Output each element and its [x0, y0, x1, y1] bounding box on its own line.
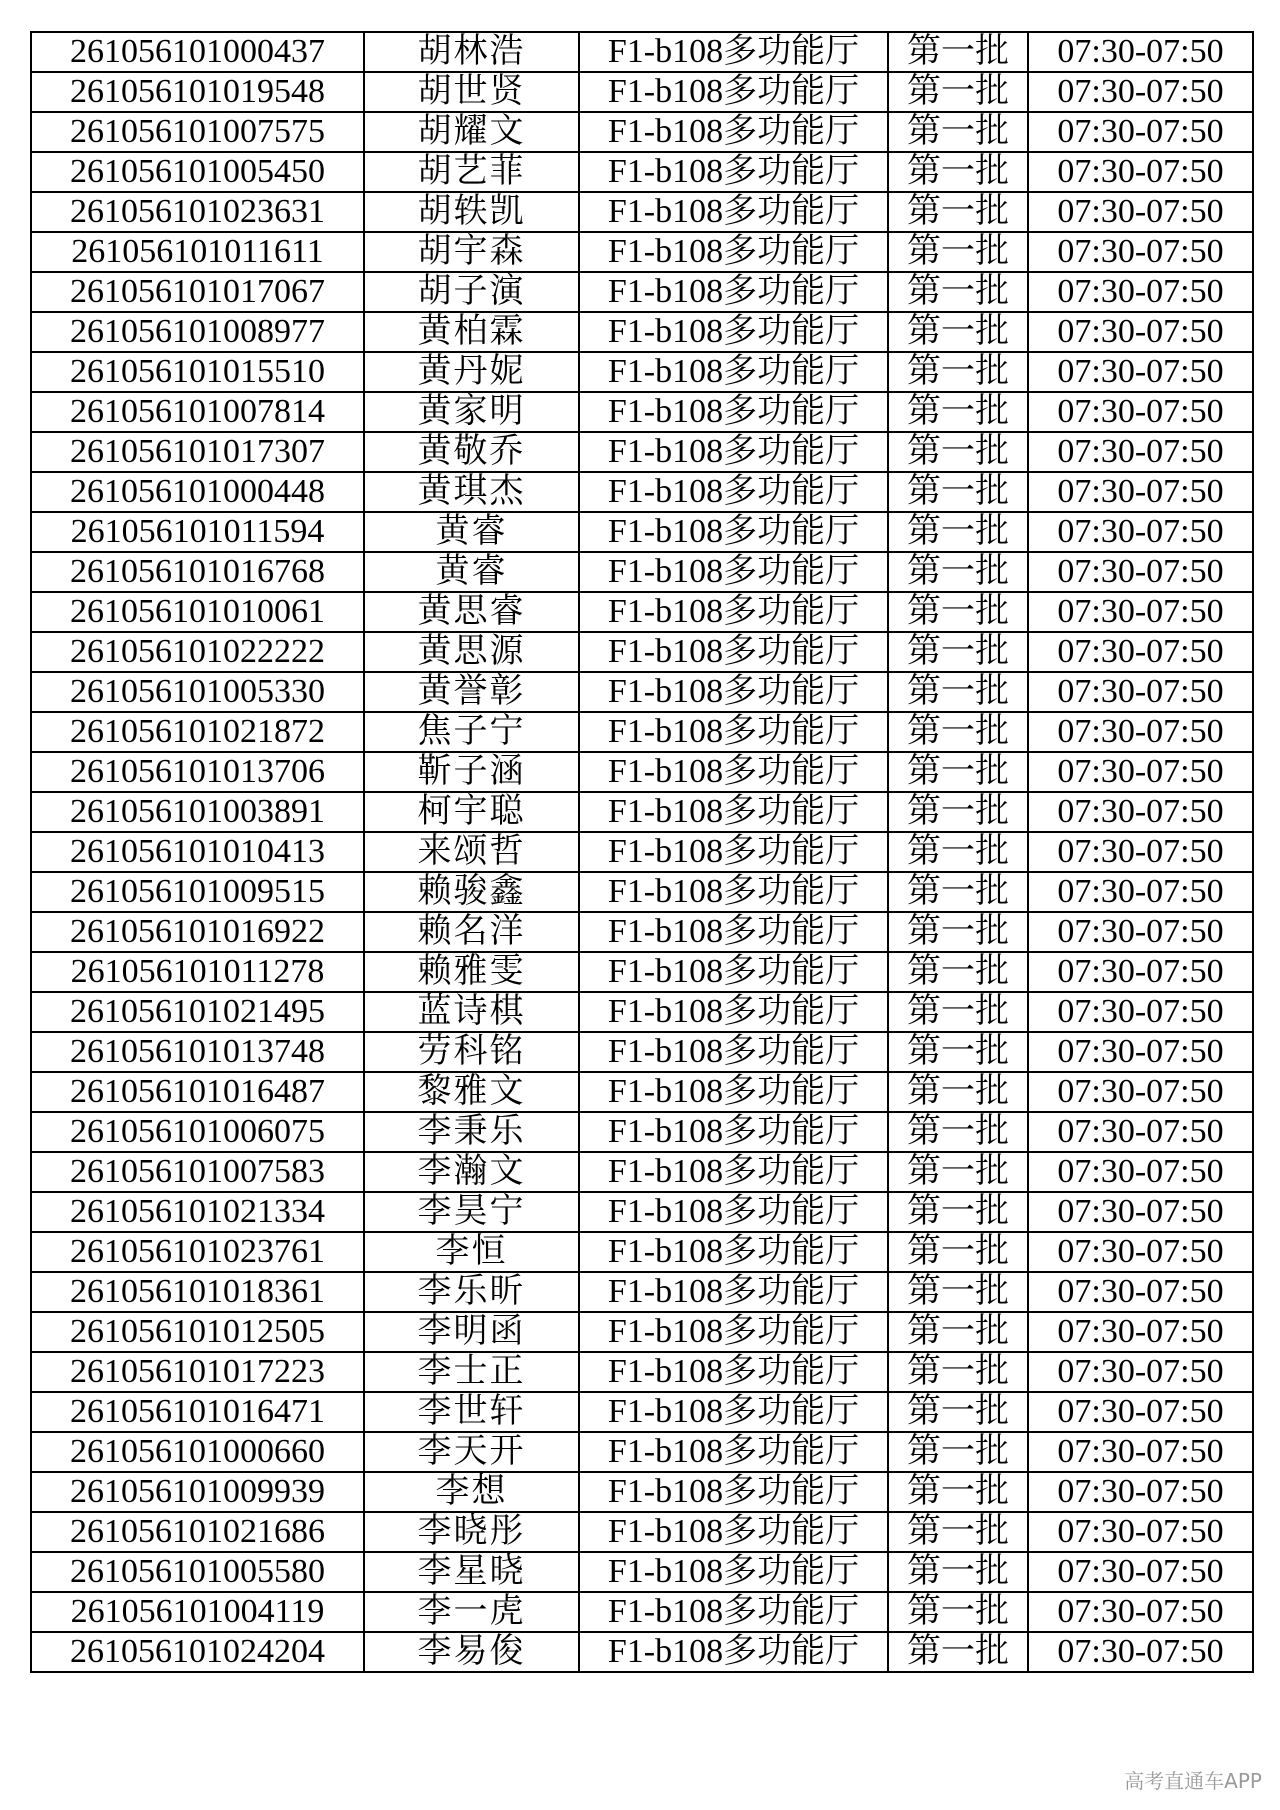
exam-room-cell: F1-b108多功能厅	[579, 752, 888, 792]
time-slot-cell: 07:30-07:50	[1028, 672, 1253, 712]
batch-cell: 第一批	[888, 712, 1028, 752]
student-name-cell: 李恒	[364, 1232, 579, 1272]
time-slot-cell: 07:30-07:50	[1028, 1312, 1253, 1352]
time-slot-cell: 07:30-07:50	[1028, 312, 1253, 352]
table-row	[31, 272, 1253, 312]
time-slot-cell: 07:30-07:50	[1028, 1552, 1253, 1592]
batch-cell: 第一批	[888, 1112, 1028, 1152]
time-slot-cell: 07:30-07:50	[1028, 552, 1253, 592]
exam-number-cell: 261056101016487	[31, 1072, 364, 1112]
exam-room-cell: F1-b108多功能厅	[579, 1592, 888, 1632]
time-slot-cell: 07:30-07:50	[1028, 752, 1253, 792]
student-name-cell: 黄誉彰	[364, 672, 579, 712]
exam-room-cell: F1-b108多功能厅	[579, 1272, 888, 1312]
student-name-cell: 胡轶凯	[364, 192, 579, 232]
time-slot-cell: 07:30-07:50	[1028, 952, 1253, 992]
exam-room-cell: F1-b108多功能厅	[579, 272, 888, 312]
batch-cell: 第一批	[888, 392, 1028, 432]
exam-number-cell: 261056101021334	[31, 1192, 364, 1232]
table-row	[31, 432, 1253, 472]
table-row	[31, 32, 1253, 72]
exam-number-cell: 261056101005450	[31, 152, 364, 192]
exam-room-cell: F1-b108多功能厅	[579, 192, 888, 232]
exam-room-cell: F1-b108多功能厅	[579, 512, 888, 552]
time-slot-cell: 07:30-07:50	[1028, 232, 1253, 272]
batch-cell: 第一批	[888, 1152, 1028, 1192]
exam-room-cell: F1-b108多功能厅	[579, 952, 888, 992]
time-slot-cell: 07:30-07:50	[1028, 1152, 1253, 1192]
exam-number-cell: 261056101006075	[31, 1112, 364, 1152]
batch-cell: 第一批	[888, 1512, 1028, 1552]
table-row	[31, 1272, 1253, 1312]
time-slot-cell: 07:30-07:50	[1028, 1632, 1253, 1672]
exam-room-cell: F1-b108多功能厅	[579, 872, 888, 912]
batch-cell: 第一批	[888, 832, 1028, 872]
batch-cell: 第一批	[888, 912, 1028, 952]
time-slot-cell: 07:30-07:50	[1028, 392, 1253, 432]
exam-room-cell: F1-b108多功能厅	[579, 712, 888, 752]
exam-number-cell: 261056101021872	[31, 712, 364, 752]
exam-number-cell: 261056101023631	[31, 192, 364, 232]
batch-cell: 第一批	[888, 72, 1028, 112]
exam-room-cell: F1-b108多功能厅	[579, 632, 888, 672]
exam-number-cell: 261056101018361	[31, 1272, 364, 1312]
exam-room-cell: F1-b108多功能厅	[579, 72, 888, 112]
table-row	[31, 1472, 1253, 1512]
exam-room-cell: F1-b108多功能厅	[579, 392, 888, 432]
exam-room-cell: F1-b108多功能厅	[579, 592, 888, 632]
time-slot-cell: 07:30-07:50	[1028, 72, 1253, 112]
table-row	[31, 632, 1253, 672]
exam-room-cell: F1-b108多功能厅	[579, 1152, 888, 1192]
student-name-cell: 赖骏鑫	[364, 872, 579, 912]
exam-number-cell: 261056101003891	[31, 792, 364, 832]
exam-room-cell: F1-b108多功能厅	[579, 912, 888, 952]
exam-number-cell: 261056101022222	[31, 632, 364, 672]
time-slot-cell: 07:30-07:50	[1028, 592, 1253, 632]
student-name-cell: 黄睿	[364, 552, 579, 592]
student-name-cell: 李星晓	[364, 1552, 579, 1592]
batch-cell: 第一批	[888, 1272, 1028, 1312]
table-row	[31, 112, 1253, 152]
batch-cell: 第一批	[888, 432, 1028, 472]
table-row	[31, 1432, 1253, 1472]
table-row	[31, 912, 1253, 952]
time-slot-cell: 07:30-07:50	[1028, 192, 1253, 232]
exam-number-cell: 261056101007575	[31, 112, 364, 152]
exam-number-cell: 261056101008977	[31, 312, 364, 352]
exam-number-cell: 261056101017223	[31, 1352, 364, 1392]
table-row	[31, 872, 1253, 912]
time-slot-cell: 07:30-07:50	[1028, 1272, 1253, 1312]
student-name-cell: 蓝诗棋	[364, 992, 579, 1032]
table-row	[31, 392, 1253, 432]
table-row	[31, 792, 1253, 832]
roster-sheet	[30, 31, 1252, 1673]
time-slot-cell: 07:30-07:50	[1028, 1592, 1253, 1632]
exam-room-cell: F1-b108多功能厅	[579, 312, 888, 352]
batch-cell: 第一批	[888, 1192, 1028, 1232]
exam-room-cell: F1-b108多功能厅	[579, 1432, 888, 1472]
batch-cell: 第一批	[888, 152, 1028, 192]
exam-number-cell: 261056101000448	[31, 472, 364, 512]
table-row	[31, 192, 1253, 232]
time-slot-cell: 07:30-07:50	[1028, 1112, 1253, 1152]
table-row	[31, 832, 1253, 872]
student-name-cell: 李士正	[364, 1352, 579, 1392]
exam-room-cell: F1-b108多功能厅	[579, 1072, 888, 1112]
exam-room-cell: F1-b108多功能厅	[579, 1032, 888, 1072]
student-name-cell: 李昊宁	[364, 1192, 579, 1232]
table-row	[31, 1352, 1253, 1392]
table-row	[31, 1192, 1253, 1232]
watermark-text: 高考直通车APP	[1124, 1769, 1262, 1793]
exam-room-cell: F1-b108多功能厅	[579, 1552, 888, 1592]
exam-number-cell: 261056101013748	[31, 1032, 364, 1072]
table-row	[31, 312, 1253, 352]
exam-number-cell: 261056101019548	[31, 72, 364, 112]
batch-cell: 第一批	[888, 312, 1028, 352]
batch-cell: 第一批	[888, 1312, 1028, 1352]
exam-number-cell: 261056101010413	[31, 832, 364, 872]
table-row	[31, 552, 1253, 592]
table-row	[31, 1552, 1253, 1592]
time-slot-cell: 07:30-07:50	[1028, 1072, 1253, 1112]
student-name-cell: 黄思睿	[364, 592, 579, 632]
table-row	[31, 1152, 1253, 1192]
student-name-cell: 劳科铭	[364, 1032, 579, 1072]
batch-cell: 第一批	[888, 32, 1028, 72]
batch-cell: 第一批	[888, 192, 1028, 232]
student-name-cell: 胡艺菲	[364, 152, 579, 192]
batch-cell: 第一批	[888, 352, 1028, 392]
student-name-cell: 李世轩	[364, 1392, 579, 1432]
time-slot-cell: 07:30-07:50	[1028, 912, 1253, 952]
student-name-cell: 柯宇聪	[364, 792, 579, 832]
exam-number-cell: 261056101011278	[31, 952, 364, 992]
student-name-cell: 赖雅雯	[364, 952, 579, 992]
time-slot-cell: 07:30-07:50	[1028, 1032, 1253, 1072]
exam-number-cell: 261056101021495	[31, 992, 364, 1032]
time-slot-cell: 07:30-07:50	[1028, 512, 1253, 552]
batch-cell: 第一批	[888, 1392, 1028, 1432]
student-name-cell: 焦子宁	[364, 712, 579, 752]
time-slot-cell: 07:30-07:50	[1028, 1392, 1253, 1432]
student-name-cell: 黄柏霖	[364, 312, 579, 352]
exam-room-cell: F1-b108多功能厅	[579, 1512, 888, 1552]
batch-cell: 第一批	[888, 232, 1028, 272]
exam-room-cell: F1-b108多功能厅	[579, 552, 888, 592]
exam-room-cell: F1-b108多功能厅	[579, 1112, 888, 1152]
student-name-cell: 李想	[364, 1472, 579, 1512]
table-row	[31, 152, 1253, 192]
student-name-cell: 李明函	[364, 1312, 579, 1352]
time-slot-cell: 07:30-07:50	[1028, 432, 1253, 472]
student-name-cell: 来颂哲	[364, 832, 579, 872]
exam-room-cell: F1-b108多功能厅	[579, 1352, 888, 1392]
time-slot-cell: 07:30-07:50	[1028, 472, 1253, 512]
exam-number-cell: 261056101011611	[31, 232, 364, 272]
exam-number-cell: 261056101000437	[31, 32, 364, 72]
table-row	[31, 1632, 1253, 1672]
table-row	[31, 712, 1253, 752]
batch-cell: 第一批	[888, 792, 1028, 832]
table-row	[31, 1592, 1253, 1632]
exam-number-cell: 261056101016768	[31, 552, 364, 592]
roster-table-body	[31, 32, 1253, 1672]
table-row	[31, 992, 1253, 1032]
exam-room-cell: F1-b108多功能厅	[579, 1232, 888, 1272]
exam-room-cell: F1-b108多功能厅	[579, 1632, 888, 1672]
exam-room-cell: F1-b108多功能厅	[579, 432, 888, 472]
student-name-cell: 李易俊	[364, 1632, 579, 1672]
batch-cell: 第一批	[888, 272, 1028, 312]
exam-number-cell: 261056101007814	[31, 392, 364, 432]
exam-number-cell: 261056101023761	[31, 1232, 364, 1272]
student-name-cell: 黄家明	[364, 392, 579, 432]
batch-cell: 第一批	[888, 672, 1028, 712]
time-slot-cell: 07:30-07:50	[1028, 112, 1253, 152]
exam-number-cell: 261056101004119	[31, 1592, 364, 1632]
time-slot-cell: 07:30-07:50	[1028, 352, 1253, 392]
student-name-cell: 李秉乐	[364, 1112, 579, 1152]
batch-cell: 第一批	[888, 752, 1028, 792]
batch-cell: 第一批	[888, 472, 1028, 512]
exam-room-cell: F1-b108多功能厅	[579, 832, 888, 872]
batch-cell: 第一批	[888, 1232, 1028, 1272]
table-row	[31, 1032, 1253, 1072]
batch-cell: 第一批	[888, 1472, 1028, 1512]
exam-number-cell: 261056101021686	[31, 1512, 364, 1552]
student-name-cell: 李乐昕	[364, 1272, 579, 1312]
time-slot-cell: 07:30-07:50	[1028, 152, 1253, 192]
exam-room-cell: F1-b108多功能厅	[579, 1472, 888, 1512]
student-name-cell: 李天开	[364, 1432, 579, 1472]
time-slot-cell: 07:30-07:50	[1028, 832, 1253, 872]
table-row	[31, 952, 1253, 992]
exam-room-cell: F1-b108多功能厅	[579, 112, 888, 152]
table-row	[31, 472, 1253, 512]
exam-number-cell: 261056101005580	[31, 1552, 364, 1592]
exam-room-cell: F1-b108多功能厅	[579, 792, 888, 832]
roster-table	[30, 31, 1254, 1673]
time-slot-cell: 07:30-07:50	[1028, 1352, 1253, 1392]
student-name-cell: 胡世贤	[364, 72, 579, 112]
exam-number-cell: 261056101024204	[31, 1632, 364, 1672]
student-name-cell: 黄敬乔	[364, 432, 579, 472]
batch-cell: 第一批	[888, 1632, 1028, 1672]
batch-cell: 第一批	[888, 992, 1028, 1032]
exam-number-cell: 261056101016922	[31, 912, 364, 952]
exam-number-cell: 261056101012505	[31, 1312, 364, 1352]
batch-cell: 第一批	[888, 592, 1028, 632]
table-row	[31, 1392, 1253, 1432]
time-slot-cell: 07:30-07:50	[1028, 1512, 1253, 1552]
exam-number-cell: 261056101017067	[31, 272, 364, 312]
time-slot-cell: 07:30-07:50	[1028, 1232, 1253, 1272]
exam-number-cell: 261056101010061	[31, 592, 364, 632]
exam-room-cell: F1-b108多功能厅	[579, 992, 888, 1032]
exam-room-cell: F1-b108多功能厅	[579, 1312, 888, 1352]
table-row	[31, 752, 1253, 792]
time-slot-cell: 07:30-07:50	[1028, 272, 1253, 312]
batch-cell: 第一批	[888, 1072, 1028, 1112]
time-slot-cell: 07:30-07:50	[1028, 992, 1253, 1032]
student-name-cell: 黄睿	[364, 512, 579, 552]
time-slot-cell: 07:30-07:50	[1028, 1472, 1253, 1512]
exam-room-cell: F1-b108多功能厅	[579, 1392, 888, 1432]
exam-room-cell: F1-b108多功能厅	[579, 32, 888, 72]
table-row	[31, 512, 1253, 552]
time-slot-cell: 07:30-07:50	[1028, 872, 1253, 912]
table-row	[31, 1232, 1253, 1272]
exam-number-cell: 261056101015510	[31, 352, 364, 392]
table-row	[31, 72, 1253, 112]
batch-cell: 第一批	[888, 112, 1028, 152]
exam-number-cell: 261056101005330	[31, 672, 364, 712]
batch-cell: 第一批	[888, 1352, 1028, 1392]
exam-number-cell: 261056101013706	[31, 752, 364, 792]
student-name-cell: 黄思源	[364, 632, 579, 672]
student-name-cell: 李一虎	[364, 1592, 579, 1632]
exam-number-cell: 261056101011594	[31, 512, 364, 552]
batch-cell: 第一批	[888, 952, 1028, 992]
student-name-cell: 黄琪杰	[364, 472, 579, 512]
student-name-cell: 胡耀文	[364, 112, 579, 152]
student-name-cell: 靳子涵	[364, 752, 579, 792]
exam-room-cell: F1-b108多功能厅	[579, 472, 888, 512]
exam-number-cell: 261056101009939	[31, 1472, 364, 1512]
time-slot-cell: 07:30-07:50	[1028, 712, 1253, 752]
table-row	[31, 352, 1253, 392]
table-row	[31, 672, 1253, 712]
exam-room-cell: F1-b108多功能厅	[579, 672, 888, 712]
student-name-cell: 胡宇森	[364, 232, 579, 272]
student-name-cell: 黎雅文	[364, 1072, 579, 1112]
table-row	[31, 232, 1253, 272]
batch-cell: 第一批	[888, 512, 1028, 552]
batch-cell: 第一批	[888, 632, 1028, 672]
exam-number-cell: 261056101009515	[31, 872, 364, 912]
student-name-cell: 李瀚文	[364, 1152, 579, 1192]
batch-cell: 第一批	[888, 552, 1028, 592]
time-slot-cell: 07:30-07:50	[1028, 32, 1253, 72]
exam-number-cell: 261056101007583	[31, 1152, 364, 1192]
batch-cell: 第一批	[888, 1552, 1028, 1592]
table-row	[31, 1112, 1253, 1152]
exam-number-cell: 261056101016471	[31, 1392, 364, 1432]
time-slot-cell: 07:30-07:50	[1028, 1192, 1253, 1232]
time-slot-cell: 07:30-07:50	[1028, 632, 1253, 672]
batch-cell: 第一批	[888, 872, 1028, 912]
student-name-cell: 胡林浩	[364, 32, 579, 72]
exam-number-cell: 261056101000660	[31, 1432, 364, 1472]
student-name-cell: 胡子演	[364, 272, 579, 312]
student-name-cell: 赖名洋	[364, 912, 579, 952]
time-slot-cell: 07:30-07:50	[1028, 1432, 1253, 1472]
table-row	[31, 1072, 1253, 1112]
exam-room-cell: F1-b108多功能厅	[579, 152, 888, 192]
exam-room-cell: F1-b108多功能厅	[579, 232, 888, 272]
batch-cell: 第一批	[888, 1432, 1028, 1472]
exam-room-cell: F1-b108多功能厅	[579, 352, 888, 392]
exam-room-cell: F1-b108多功能厅	[579, 1192, 888, 1232]
student-name-cell: 黄丹妮	[364, 352, 579, 392]
student-name-cell: 李晓彤	[364, 1512, 579, 1552]
batch-cell: 第一批	[888, 1592, 1028, 1632]
time-slot-cell: 07:30-07:50	[1028, 792, 1253, 832]
table-row	[31, 1512, 1253, 1552]
batch-cell: 第一批	[888, 1032, 1028, 1072]
table-row	[31, 592, 1253, 632]
table-row	[31, 1312, 1253, 1352]
exam-number-cell: 261056101017307	[31, 432, 364, 472]
